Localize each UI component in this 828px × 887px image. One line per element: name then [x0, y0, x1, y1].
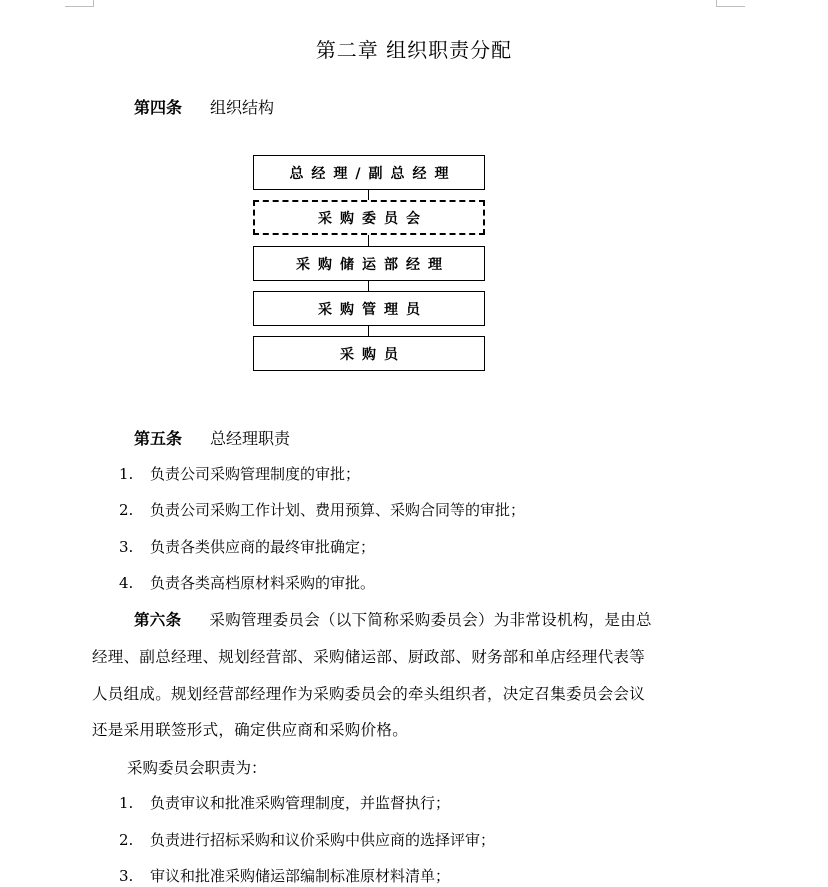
article-6-line-3: 人员组成。规划经营部经理作为采购委员会的牵头组织者，决定召集委员会会议	[92, 685, 646, 703]
article-6-label: 第六条	[134, 610, 182, 629]
org-connector	[368, 326, 369, 336]
crop-mark-top-right	[716, 0, 745, 7]
article-6-line-1	[134, 608, 652, 630]
list-item-text: 负责公司采购工作计划、费用预算、采购合同等的审批；	[150, 501, 526, 519]
list-item	[119, 536, 375, 557]
article-4-heading	[134, 95, 274, 118]
list-item-number: 4.	[119, 574, 134, 592]
list-item	[119, 499, 525, 520]
org-box-purchasing-admin: 采购管理员	[253, 291, 485, 326]
org-connector	[368, 235, 369, 246]
list-item	[119, 865, 450, 886]
org-box-purchaser: 采购员	[253, 336, 485, 371]
list-item	[119, 463, 360, 484]
list-item-text: 负责各类高档原材料采购的审批。	[150, 574, 376, 592]
crop-mark-top-left	[65, 0, 94, 7]
org-box-general-manager: 总经理/副总经理	[253, 155, 485, 190]
article-5-title: 总经理职责	[210, 429, 291, 448]
list-item-text: 负责审议和批准采购管理制度，并监督执行；	[150, 794, 451, 812]
list-item-number: 1.	[119, 465, 134, 483]
list-item-text: 负责进行招标采购和议价采购中供应商的选择评审；	[150, 831, 496, 849]
article-6-line-2: 经理、副总经理、规划经营部、采购储运部、厨政部、财务部和单店经理代表等	[92, 648, 646, 666]
org-connector	[368, 190, 369, 200]
chapter-title: 第二章 组织职责分配	[315, 38, 513, 62]
article-6-text-1: 采购管理委员会（以下简称采购委员会）为非常设机构，是由总	[209, 611, 652, 629]
article-5-label: 第五条	[134, 429, 183, 448]
org-connector	[368, 281, 369, 291]
committee-duties-heading: 采购委员会职责为：	[127, 759, 267, 777]
list-item-text: 审议和批准采购储运部编制标准原材料清单；	[150, 867, 451, 885]
org-box-purchasing-committee: 采购委员会	[253, 200, 485, 235]
list-item	[119, 792, 450, 813]
list-item-number: 2.	[119, 831, 134, 849]
article-5-heading	[134, 426, 290, 449]
article-6-line-4: 还是采用联签形式，确定供应商和采购价格。	[92, 721, 409, 739]
list-item	[119, 572, 375, 593]
org-box-purchasing-manager: 采购储运部经理	[253, 246, 485, 281]
list-item	[119, 829, 495, 850]
list-item-text: 负责公司采购管理制度的审批；	[150, 465, 361, 483]
list-item-text: 负责各类供应商的最终审批确定；	[150, 538, 376, 556]
article-4-title: 组织结构	[210, 98, 275, 117]
list-item-number: 3.	[119, 538, 134, 556]
list-item-number: 3.	[119, 867, 134, 885]
article-4-label: 第四条	[134, 98, 183, 117]
list-item-number: 2.	[119, 501, 134, 519]
list-item-number: 1.	[119, 794, 134, 812]
